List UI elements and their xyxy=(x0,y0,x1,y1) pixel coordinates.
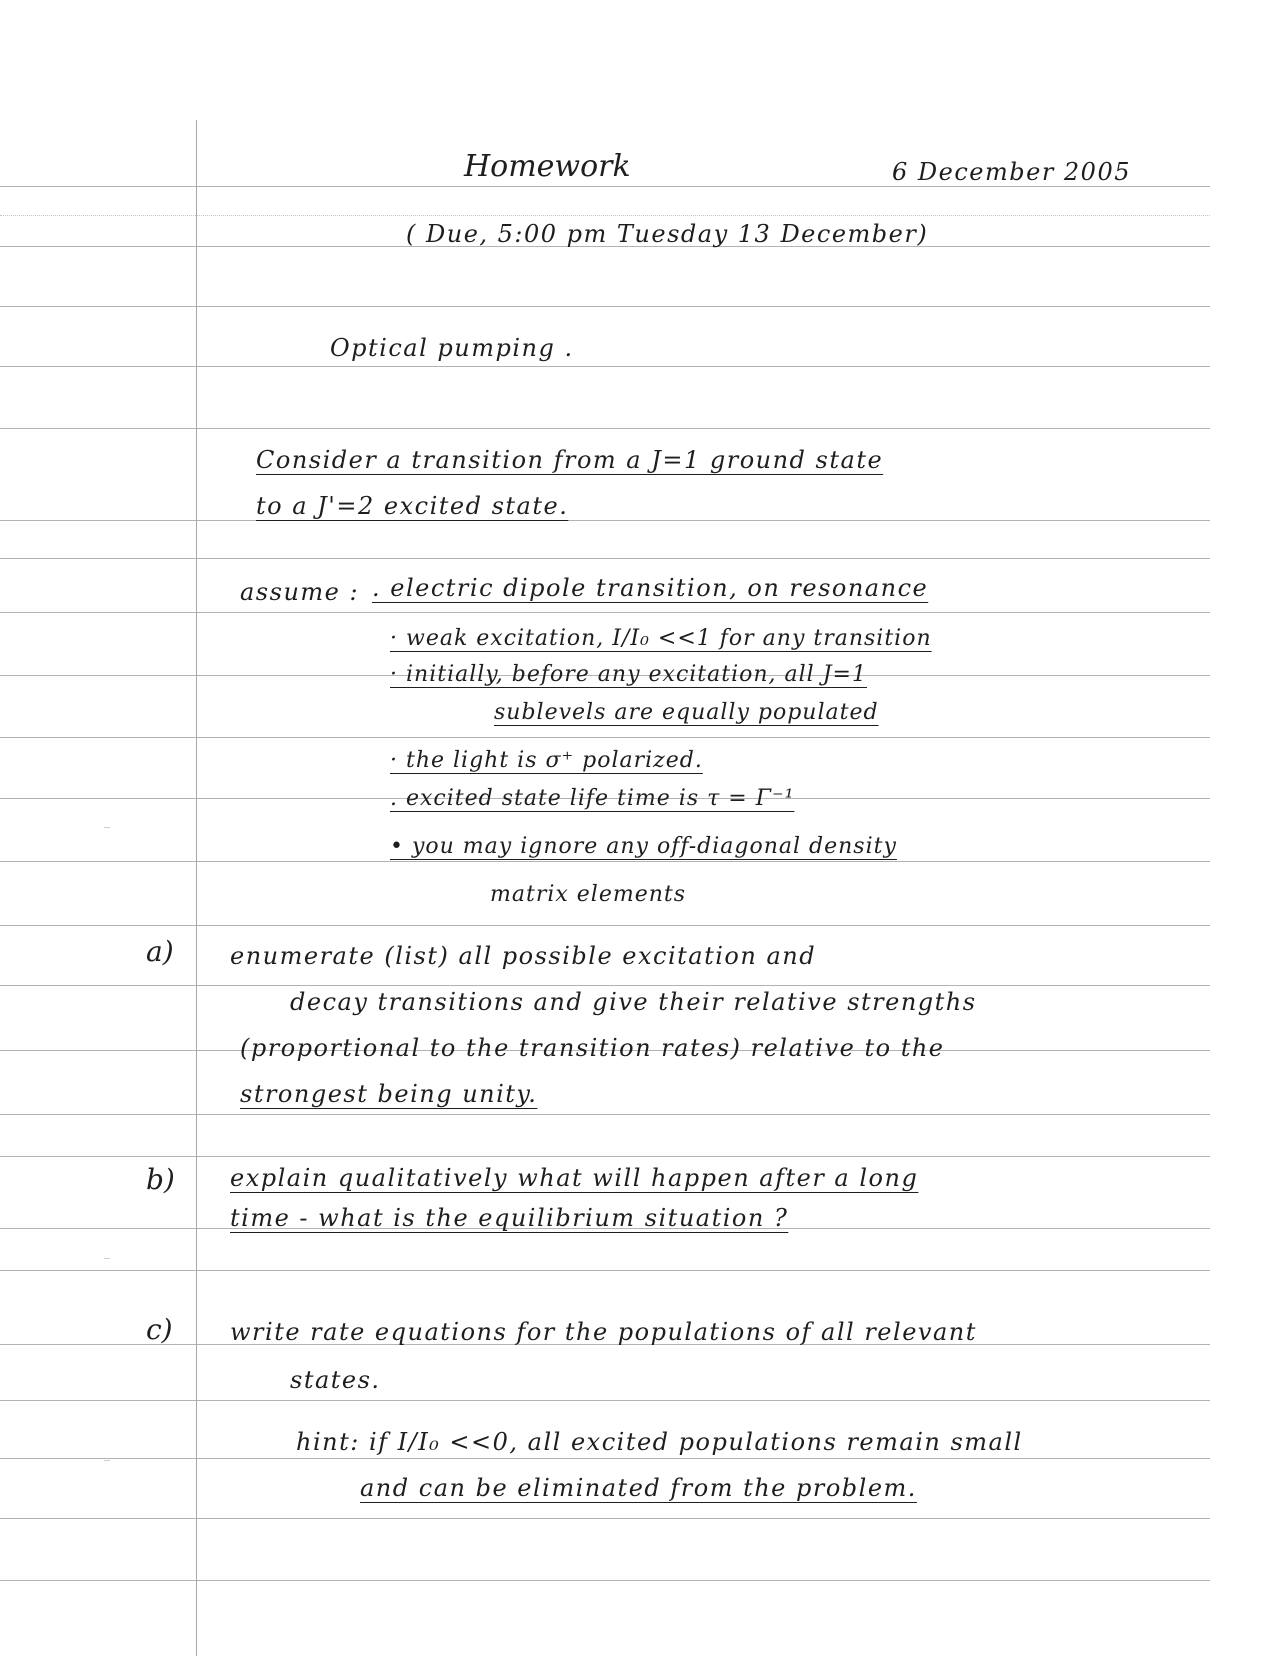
homework-title: Homework xyxy=(464,149,631,184)
part-a-line-1: enumerate (list) all possible excitation and xyxy=(230,942,817,970)
margin-tick xyxy=(104,1460,110,1461)
assume-bullet-3: · initially, before any excitation, all J=1 xyxy=(390,662,867,687)
ruled-line xyxy=(0,520,1210,521)
ruled-line xyxy=(0,925,1210,926)
due-date: ( Due, 5:00 pm Tuesday 13 December) xyxy=(406,220,929,248)
margin-tick xyxy=(104,1258,110,1259)
part-b-line-2: time - what is the equilibrium situation ? xyxy=(230,1204,789,1232)
assume-bullet-5: . excited state life time is τ = Γ⁻¹ xyxy=(390,786,795,811)
ruled-line xyxy=(0,1270,1210,1271)
assume-bullet-1: . electric dipole transition, on resonance xyxy=(372,574,929,602)
intro-line-1: Consider a transition from a J=1 ground state xyxy=(256,446,884,474)
ruled-line xyxy=(0,366,1210,367)
assume-bullet-6: • you may ignore any off-diagonal density xyxy=(390,834,897,859)
margin-line xyxy=(196,120,197,1656)
ruled-line xyxy=(0,428,1210,429)
assume-bullet-3-cont: sublevels are equally populated xyxy=(494,700,879,725)
ruled-line xyxy=(0,306,1210,307)
assume-bullet-6-cont: matrix elements xyxy=(490,882,687,907)
ruled-line xyxy=(0,1518,1210,1519)
ruled-line xyxy=(0,985,1210,986)
homework-date: 6 December 2005 xyxy=(892,158,1131,186)
intro-line-2: to a J'=2 excited state. xyxy=(256,492,569,520)
hint-line-2: and can be eliminated from the problem. xyxy=(360,1474,917,1502)
part-a-line-2: decay transitions and give their relative strengths xyxy=(290,988,977,1016)
part-b-line-1: explain qualitatively what will happen after a long xyxy=(230,1164,919,1192)
ruled-line xyxy=(0,215,1210,216)
assume-bullet-2: · weak excitation, I/I₀ <<1 for any transition xyxy=(390,626,932,651)
part-c-line-2: states. xyxy=(290,1366,381,1394)
ruled-line xyxy=(0,612,1210,613)
ruled-line xyxy=(0,861,1210,862)
ruled-line xyxy=(0,1580,1210,1581)
part-a-label: a) xyxy=(146,935,174,968)
margin-tick xyxy=(104,827,110,828)
part-c-line-1: write rate equations for the populations of all relevant xyxy=(230,1318,977,1346)
ruled-line xyxy=(0,1114,1210,1115)
ruled-line xyxy=(0,1400,1210,1401)
ruled-line xyxy=(0,186,1210,187)
assume-label: assume : xyxy=(240,578,360,606)
assume-bullet-4: · the light is σ⁺ polarized. xyxy=(390,748,703,773)
topic-heading: Optical pumping . xyxy=(330,334,574,362)
ruled-line xyxy=(0,1156,1210,1157)
part-b-label: b) xyxy=(146,1163,175,1196)
part-c-label: c) xyxy=(146,1313,173,1346)
ruled-line xyxy=(0,558,1210,559)
ruled-line xyxy=(0,737,1210,738)
ruled-line xyxy=(0,1458,1210,1459)
part-a-line-4: strongest being unity. xyxy=(240,1080,538,1108)
part-a-line-3: (proportional to the transition rates) relative to the xyxy=(240,1034,945,1062)
hint-line-1: hint: if I/I₀ <<0, all excited populations remain small xyxy=(296,1428,1023,1456)
